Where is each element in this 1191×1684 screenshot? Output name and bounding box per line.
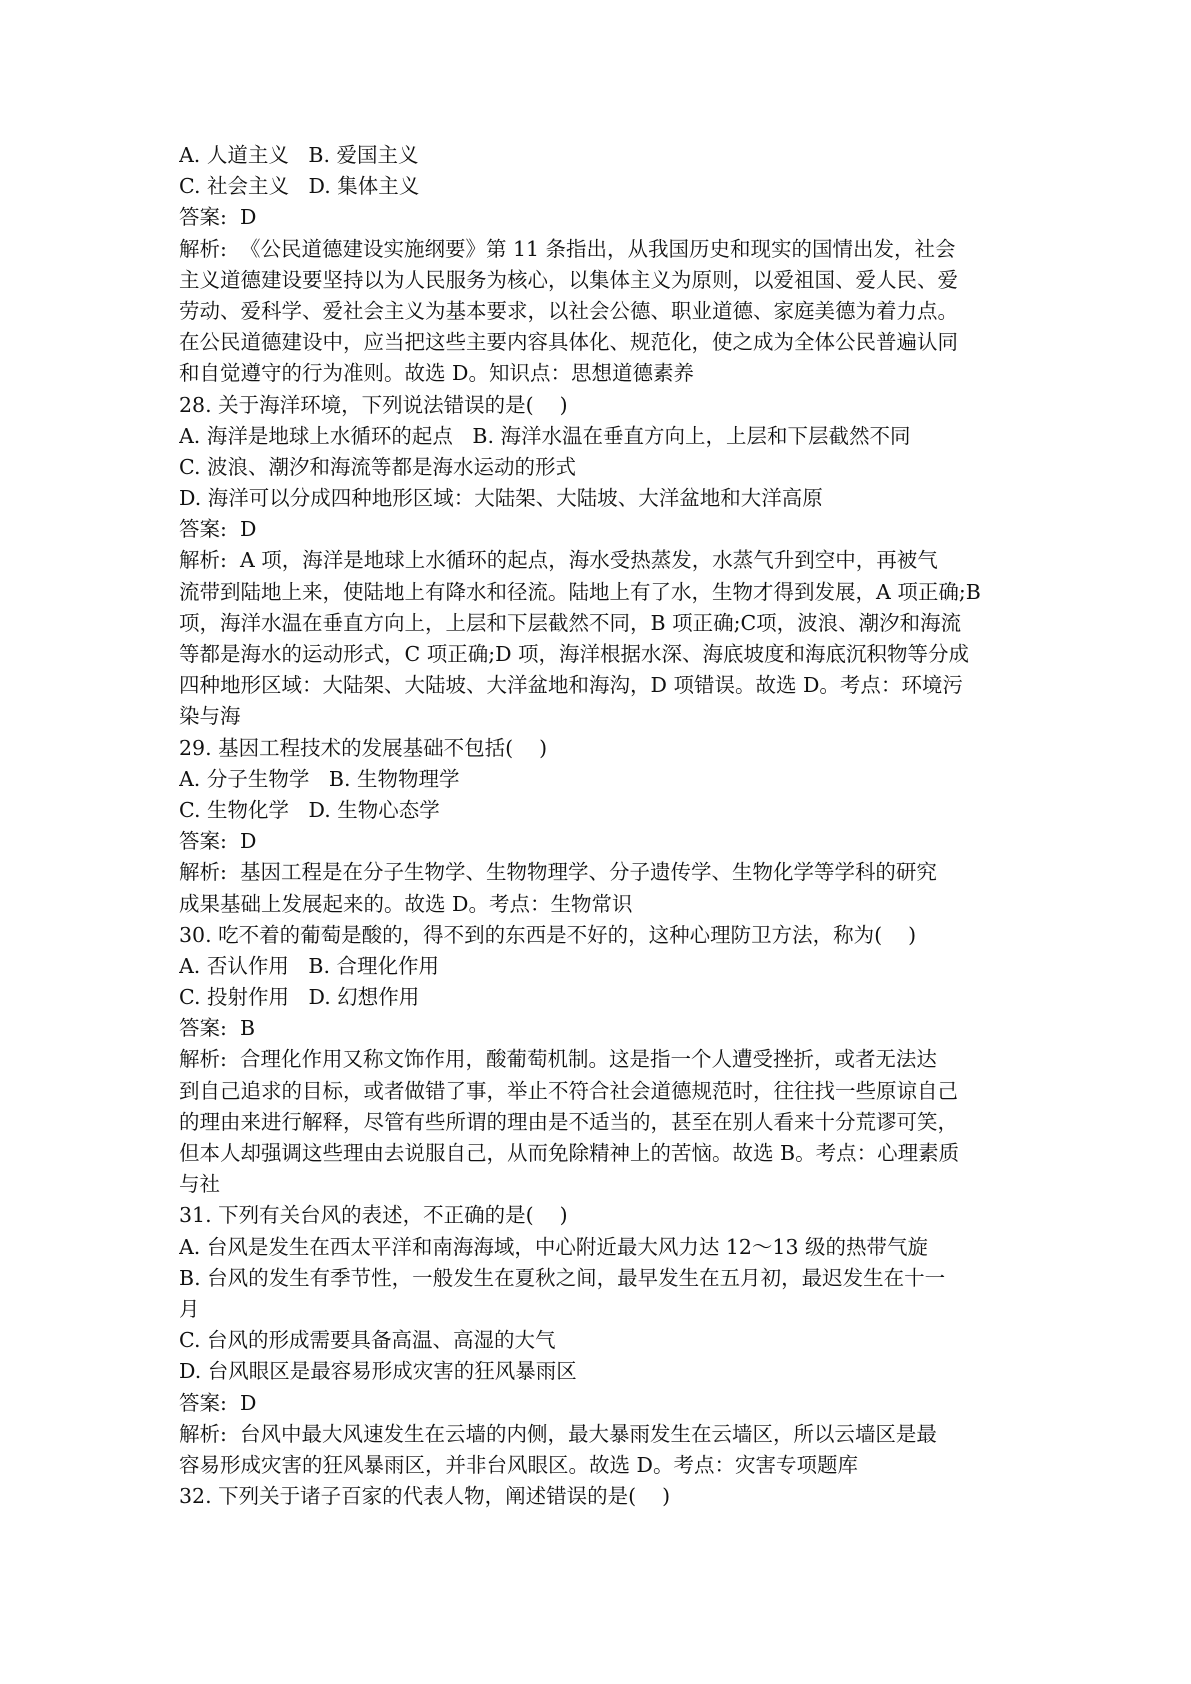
text-line: 成果基础上发展起来的。故选 D。考点：生物常识	[179, 891, 633, 916]
text-line: 到自己追求的目标，或者做错了事，举止不符合社会道德规范时，往往找一些原谅自己	[179, 1078, 958, 1103]
text-line: 答案: D	[179, 517, 257, 542]
text-line: 与社	[179, 1172, 220, 1197]
text-line: 等都是海水的运动形式，C 项正确;D 项，海洋根据水深、海底坡度和海底沉积物等分成	[179, 642, 970, 666]
text-line: C. 社会主义 D. 集体主义	[179, 174, 420, 199]
text-line: C. 生物化学 D. 生物心态学	[179, 797, 440, 822]
text-line: A. 海洋是地球上水循环的起点 B. 海洋水温在垂直方向上，上层和下层截然不同	[179, 423, 911, 448]
text-line: 答案: B	[179, 1016, 256, 1041]
text-line: 答案: D	[179, 829, 257, 854]
question-30-title: 30. 吃不着的葡萄是酸的，得不到的东西是不好的，这种心理防卫方法，称为( )	[179, 922, 917, 947]
text-line: 解析: 《公民道德建设实施纲要》第 11 条指出，从我国历史和现实的国情出发，社会	[179, 236, 956, 261]
text-line: 答案: D	[179, 1390, 257, 1415]
text-line: 在公民道德建设中，应当把这些主要内容具体化、规范化，使之成为全体公民普遍认同	[179, 330, 958, 355]
text-line: 解析: A 项，海洋是地球上水循环的起点，海水受热蒸发，水蒸气升到空中，再被气	[179, 548, 938, 573]
text-line: 劳动、爱科学、爱社会主义为基本要求，以社会公德、职业道德、家庭美德为着力点。	[179, 298, 958, 323]
question-29-title: 29. 基因工程技术的发展基础不包括( )	[179, 735, 548, 760]
text-line: 的理由来进行解释，尽管有些所谓的理由是不适当的，甚至在别人看来十分荒谬可笑，	[179, 1109, 958, 1134]
text-line: 解析: 台风中最大风速发生在云墙的内侧，最大暴雨发生在云墙区，所以云墙区是最	[179, 1421, 937, 1446]
document-page	[179, 140, 1019, 1512]
text-line: B. 台风的发生有季节性，一般发生在夏秋之间，最早发生在五月初，最迟发生在十一	[179, 1265, 946, 1290]
text-line: 解析: 基因工程是在分子生物学、生物物理学、分子遗传学、生物化学等学科的研究	[179, 860, 937, 885]
text-line: 四种地形区域：大陆架、大陆坡、大洋盆地和海沟，D 项错误。故选 D。考点：环境污	[179, 673, 963, 698]
text-line: A. 台风是发生在西太平洋和南海海域，中心附近最大风力达 12～13 级的热带气旋	[179, 1234, 929, 1259]
text-line: 流带到陆地上来，使陆地上有降水和径流。陆地上有了水，生物才得到发展，A 项正确;B	[179, 579, 981, 604]
text-line: 月	[179, 1296, 200, 1321]
text-line: A. 分子生物学 B. 生物物理学	[179, 766, 460, 791]
text-line: 主义道德建设要坚持以为人民服务为核心，以集体主义为原则，以爱祖国、爱人民、爱	[179, 267, 958, 292]
text-line: C. 波浪、潮汐和海流等都是海水运动的形式	[179, 454, 576, 479]
text-line: C. 投射作用 D. 幻想作用	[179, 985, 420, 1010]
text-line: C. 台风的形成需要具备高温、高湿的大气	[179, 1328, 556, 1353]
question-28-title: 28. 关于海洋环境，下列说法错误的是( )	[179, 392, 568, 417]
text-line: 染与海	[179, 704, 241, 729]
question-31-title: 31. 下列有关台风的表述，不正确的是( )	[179, 1203, 568, 1228]
text-line: A. 否认作用 B. 合理化作用	[179, 953, 439, 978]
text-line: 项，海洋水温在垂直方向上，上层和下层截然不同，B 项正确;C项，波浪、潮汐和海流	[179, 610, 962, 635]
text-line: 和自觉遵守的行为准则。故选 D。知识点：思想道德素养	[179, 361, 694, 386]
text-line: 解析: 合理化作用又称文饰作用，酸葡萄机制。这是指一个人遭受挫折，或者无法达	[179, 1047, 937, 1072]
text-line: 但本人却强调这些理由去说服自己，从而免除精神上的苦恼。故选 B。考点：心理素质	[179, 1141, 960, 1165]
text-line: 答案: D	[179, 205, 257, 230]
text-line: D. 海洋可以分成四种地形区域：大陆架、大陆坡、大洋盆地和大洋高原	[179, 486, 823, 511]
question-32-title: 32. 下列关于诸子百家的代表人物，阐述错误的是( )	[179, 1484, 671, 1509]
text-line: D. 台风眼区是最容易形成灾害的狂风暴雨区	[179, 1359, 577, 1384]
text-line: A. 人道主义 B. 爱国主义	[179, 143, 419, 167]
text-line: 容易形成灾害的狂风暴雨区，并非台风眼区。故选 D。考点：灾害专项题库	[179, 1452, 858, 1477]
